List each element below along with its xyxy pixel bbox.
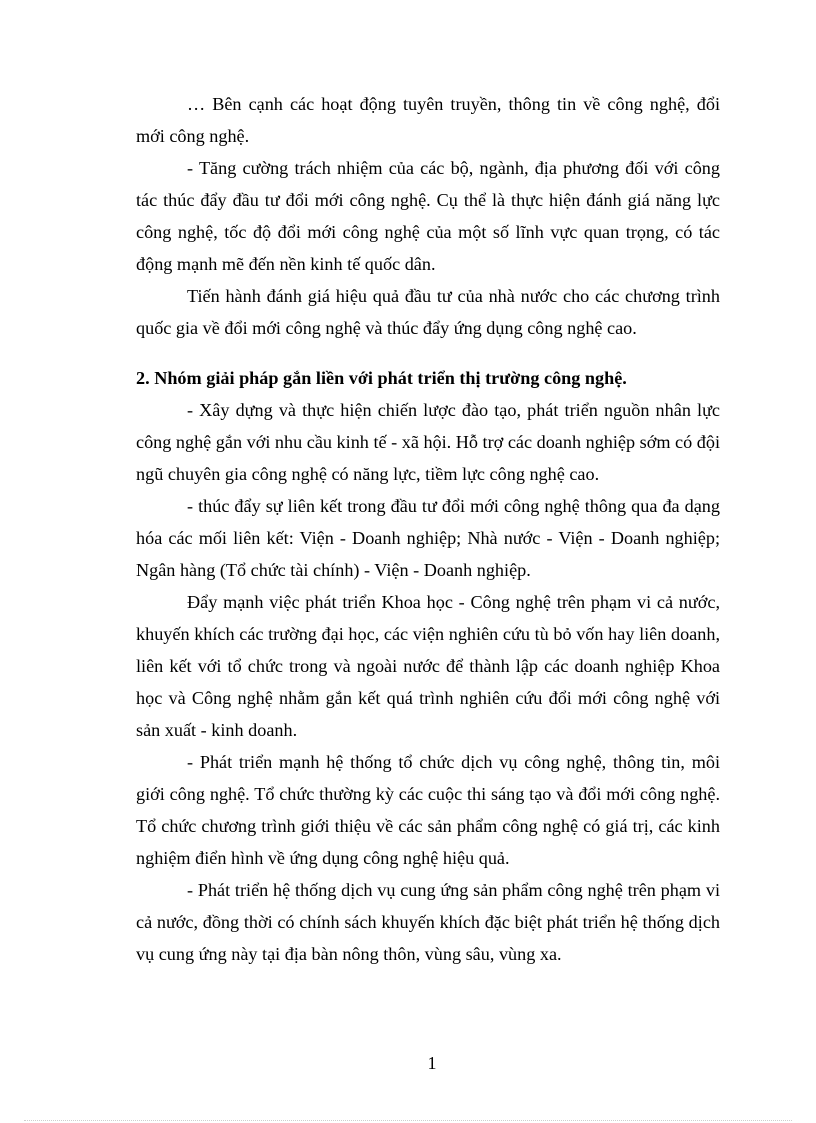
paragraph-science-tech: Đẩy mạnh việc phát triển Khoa học - Công nghệ trên phạm vi cả nước, khuyến khích các trường đại học, các viện nghiên cứu tù bỏ vốn hay liên doanh, liên kết với tổ chức trong và ngoài nước để thành lập các doanh nghiệp Khoa học và Công nghệ nhằm gắn kết quá trình nghiên cứu đổi mới công nghệ với sản xuất - kinh doanh. [136, 592, 720, 740]
paragraph-supply-system: - Phát triển hệ thống dịch vụ cung ứng sản phẩm công nghệ trên phạm vi cả nước, đồng thời có chính sách khuyến khích đặc biệt phát triển hệ thống dịch vụ cung ứng này tại địa bàn nông thôn, vùng sâu, vùng xa. [136, 880, 720, 964]
document-body [136, 88, 720, 970]
paragraph-linkage: - thúc đẩy sự liên kết trong đầu tư đổi mới công nghệ thông qua đa dạng hóa các mối liên kết: Viện - Doanh nghiệp; Nhà nước - Viện - Doanh nghiệp; Ngân hàng (Tổ chức tài chính) - Viện - Doanh nghiệp. [136, 496, 720, 580]
paragraph-services: - Phát triển mạnh hệ thống tổ chức dịch vụ công nghệ, thông tin, môi giới công nghệ. Tổ chức thường kỳ các cuộc thi sáng tạo và đổi mới công nghệ. Tổ chức chương trình giới thiệu về các sản phẩm công nghệ có giá trị, các kinh nghiệm điển hình về ứng dụng công nghệ hiệu quả. [136, 752, 720, 868]
paragraph-evaluation: Tiến hành đánh giá hiệu quả đầu tư của nhà nước cho các chương trình quốc gia về đổi mới công nghệ và thúc đẩy ứng dụng công nghệ cao. [136, 286, 720, 338]
section-heading: 2. Nhóm giải pháp gắn liền với phát triển thị trường công nghệ. [136, 368, 627, 388]
paragraph-responsibility: - Tăng cường trách nhiệm của các bộ, ngành, địa phương đối với công tác thúc đẩy đầu tư đổi mới công nghệ. Cụ thể là thực hiện đánh giá năng lực công nghệ, tốc độ đổi mới công nghệ của một số lĩnh vực quan trọng, có tác động mạnh mẽ đến nền kinh tế quốc dân. [136, 158, 720, 274]
paragraph-intro: … Bên cạnh các hoạt động tuyên truyền, thông tin về công nghệ, đổi mới công nghệ. [136, 94, 720, 146]
page-bottom-divider [24, 1120, 792, 1121]
page-number: 1 [427, 1053, 437, 1073]
paragraph-human-resources: - Xây dựng và thực hiện chiến lược đào tạo, phát triển nguồn nhân lực công nghệ gắn với nhu cầu kinh tế - xã hội. Hỗ trợ các doanh nghiệp sớm có đội ngũ chuyên gia công nghệ có năng lực, tiềm lực công nghệ cao. [136, 400, 720, 484]
